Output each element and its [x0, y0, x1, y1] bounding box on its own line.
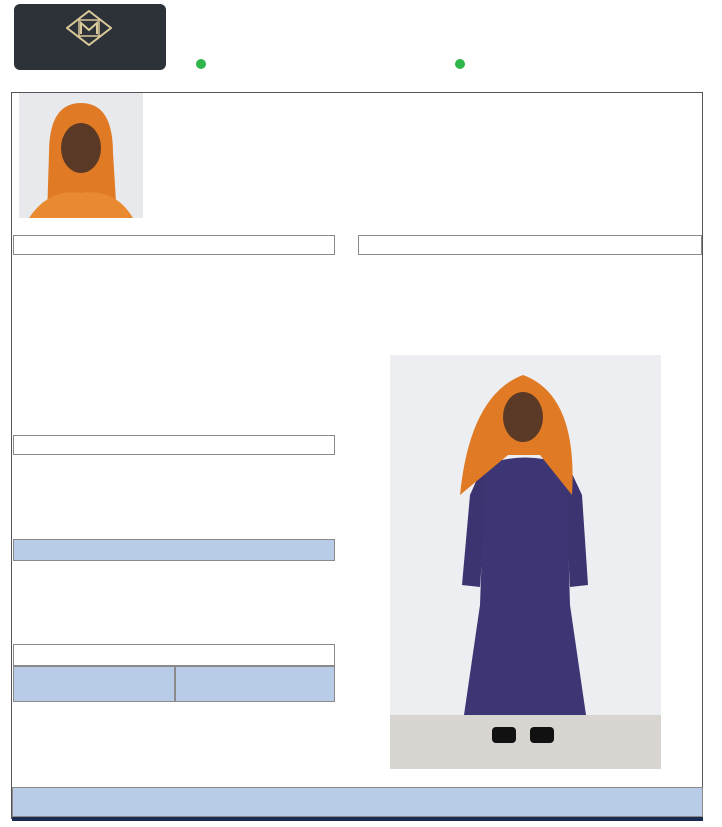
full-body-image	[390, 355, 661, 769]
logo	[14, 4, 166, 70]
phone-1	[196, 57, 209, 71]
whatsapp-icon	[455, 59, 465, 69]
full-body-photo	[390, 355, 661, 769]
whatsapp-icon	[196, 59, 206, 69]
skills-header	[13, 539, 335, 561]
personal-info-header	[13, 235, 335, 255]
passport-info-header	[358, 235, 702, 255]
remarks-row	[12, 787, 703, 817]
english-column-header	[13, 666, 175, 702]
headshot-image	[19, 93, 143, 218]
overseas-header	[13, 435, 335, 455]
arabic-column-header	[175, 666, 335, 702]
languages-header	[13, 644, 335, 666]
headshot-photo	[19, 93, 143, 218]
logo-emblem-icon	[66, 10, 112, 46]
bottom-bar	[12, 817, 703, 821]
phone-2	[455, 57, 468, 71]
